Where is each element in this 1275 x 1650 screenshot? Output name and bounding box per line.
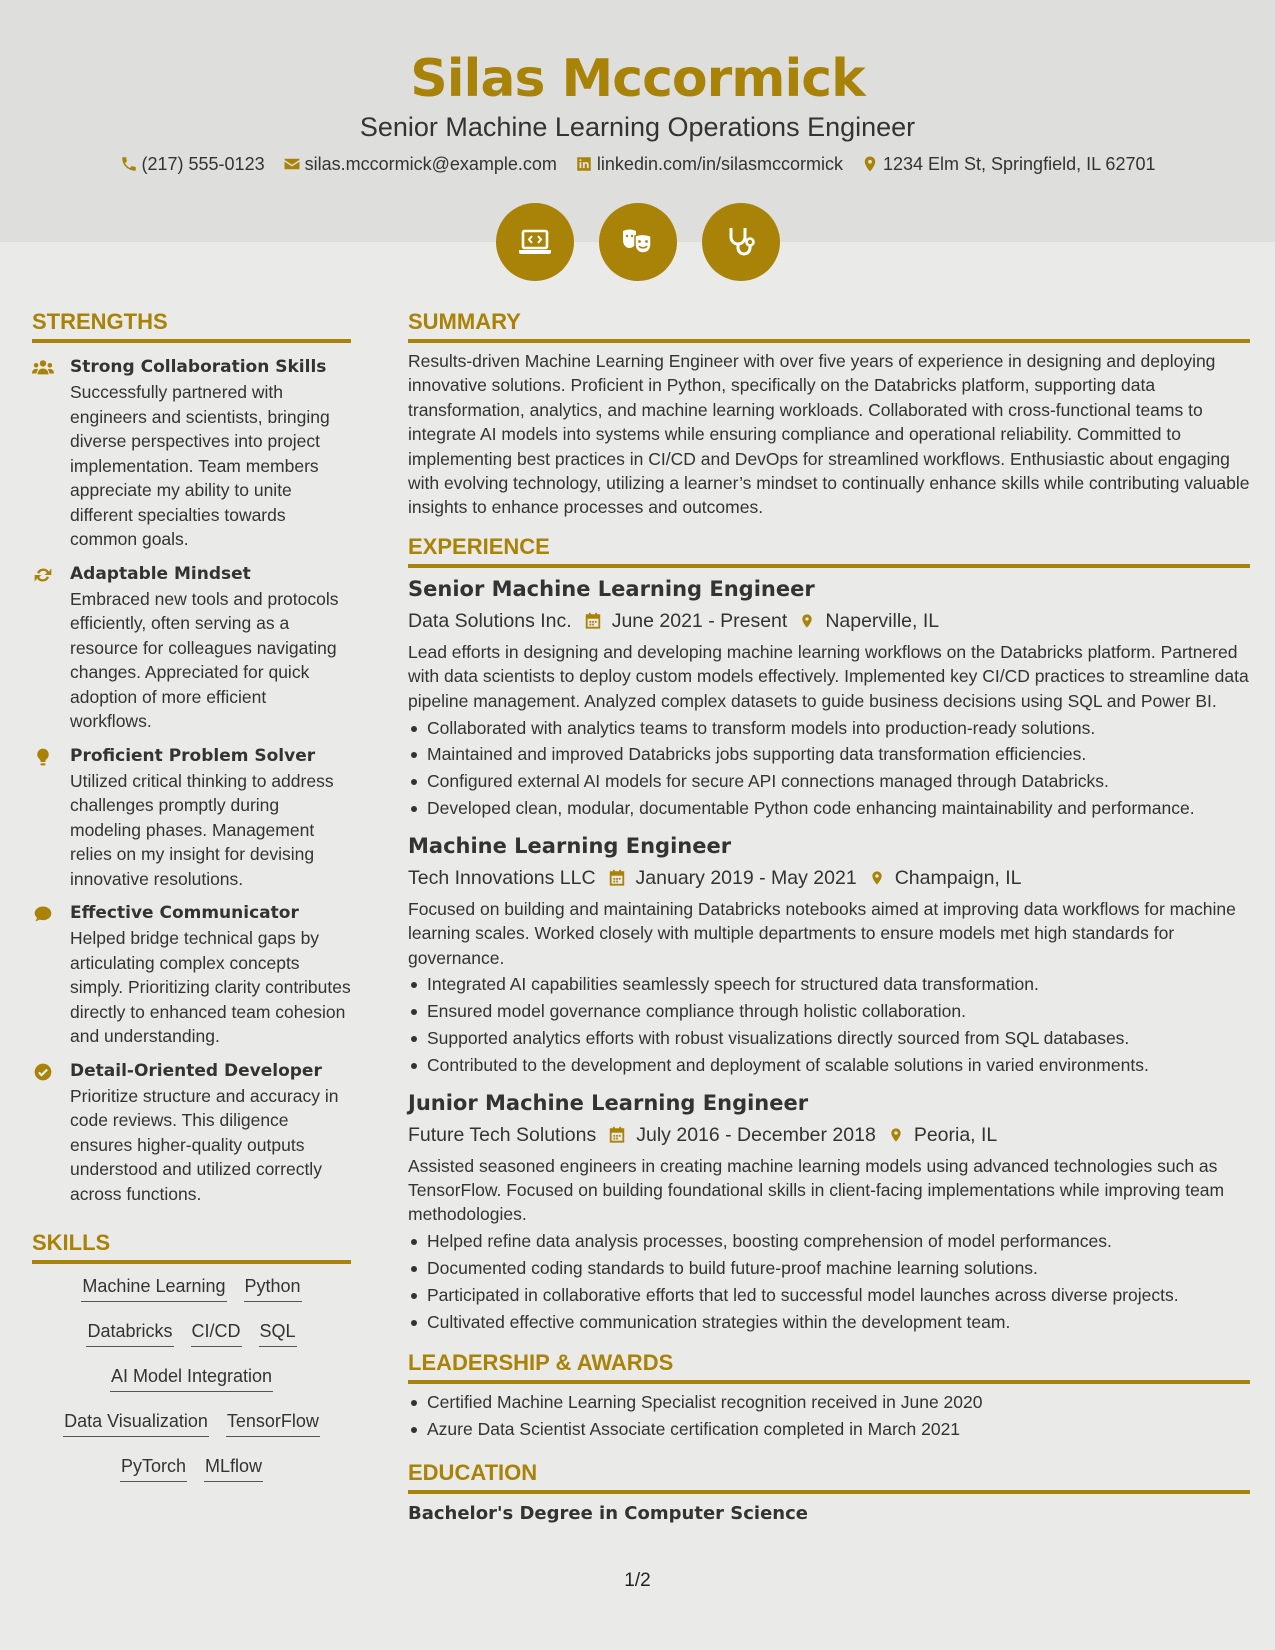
- job-meta: [408, 862, 1250, 894]
- job-bullet: Contributed to the development and deployment of scalable solutions in varied environments.: [408, 1053, 1250, 1077]
- skill-tag: TensorFlow: [226, 1409, 320, 1437]
- skill-tag: PyTorch: [120, 1454, 187, 1482]
- skills-row: [32, 1364, 351, 1409]
- contact-linkedin[interactable]: [575, 150, 843, 178]
- job-bullet: Integrated AI capabilities seamlessly speech for structured data transformation.: [408, 972, 1250, 996]
- skills-heading: SKILLS: [32, 1228, 351, 1264]
- skill-tag: MLflow: [204, 1454, 263, 1482]
- sync-icon: [32, 565, 54, 585]
- check-circle-icon: [32, 1062, 54, 1082]
- job-title: Senior Machine Learning Engineer: [408, 576, 815, 601]
- strength-title: Strong Collaboration Skills: [70, 357, 327, 377]
- skill-tag: AI Model Integration: [110, 1364, 273, 1392]
- summary-text: Results-driven Machine Learning Engineer with over five years of experience in designing and deploying innovative solutions. Proficient in Python, specifically on the Databricks platform, supporting data transformation, analytics, and machine learning workloads. Collaborated with cross-functional teams to integrate AI models into systems while ensuring compliance and operational reliability. Committed to implementing best practices in CI/CD and DevOps for streamlined workflows. Enthusiastic about engaging with evolving technology, utilizing a learner’s mindset to continually enhance skills while contributing valuable insights to enhance processes and outcomes.: [408, 351, 1250, 518]
- left-column: [32, 307, 351, 1499]
- calendar-icon: [608, 868, 626, 887]
- right-column: [408, 307, 1250, 1528]
- strength-item: [32, 562, 351, 734]
- job-bullets: [408, 1229, 1250, 1334]
- lightbulb-icon: [32, 747, 54, 767]
- strength-description: Embraced new tools and protocols efficiently, often serving as a resource for colleagues navigating changes. Appreciated for quick adoption of more efficient workflows.: [70, 588, 339, 731]
- location-icon: [869, 868, 885, 888]
- skills-row: [32, 1409, 351, 1454]
- skill-tag: CI/CD: [191, 1319, 242, 1347]
- job-bullet: Ensured model governance compliance through holistic collaboration.: [408, 999, 1250, 1023]
- job-description: Focused on building and maintaining Databricks notebooks aimed at improving data workflows for machine learning scales. Worked closely with multiple departments to ensure models met high standards for governance.: [408, 898, 1236, 968]
- strength-description: Helped bridge technical gaps by articulating complex concepts simply. Prioritizing clarity contributes directly to enhanced team cohesion and understanding.: [70, 928, 351, 1046]
- job-title: Machine Learning Engineer: [408, 833, 732, 858]
- strength-description: Prioritize structure and accuracy in code reviews. This diligence ensures higher-quality outputs understood and utilized correctly across functions.: [70, 1085, 339, 1204]
- job-company: Future Tech Solutions: [408, 1123, 597, 1146]
- strength-item: [32, 901, 351, 1049]
- job-bullet: Configured external AI models for secure API connections managed through Databricks.: [408, 769, 1250, 793]
- strength-description: Successfully partnered with engineers and scientists, bringing diverse perspectives into project implementation. Team members appreciate my ability to unite different specialties towards common goals.: [70, 382, 330, 549]
- interest-circle: [599, 203, 677, 281]
- strength-title: Effective Communicator: [70, 903, 299, 923]
- calendar-icon: [608, 1125, 626, 1144]
- education-degree: Bachelor's Degree in Computer Science: [408, 1502, 808, 1524]
- award-item: Certified Machine Learning Specialist recognition received in June 2020: [408, 1390, 1250, 1414]
- skill-tag: Data Visualization: [63, 1409, 209, 1437]
- contact-address-text: 1234 Elm St, Springfield, IL 62701: [882, 154, 1156, 174]
- job-title: Junior Machine Learning Engineer: [408, 1090, 809, 1115]
- theater-masks-icon: [618, 222, 658, 262]
- laptop-code-icon: [515, 222, 555, 262]
- interest-circle: [702, 203, 780, 281]
- strength-item: [32, 1059, 351, 1207]
- job-meta: [408, 605, 1250, 637]
- linkedin-icon: [575, 155, 593, 173]
- job-bullet: Collaborated with analytics teams to transform models into production-ready solutions.: [408, 716, 1250, 740]
- job-location: Champaign, IL: [894, 866, 1022, 889]
- leadership-heading: LEADERSHIP & AWARDS: [408, 1348, 1250, 1384]
- job-company: Data Solutions Inc.: [408, 609, 572, 632]
- leadership-list: [408, 1390, 1250, 1441]
- strength-item: [32, 355, 351, 552]
- phone-icon: [120, 155, 138, 173]
- candidate-name: Silas Mccormick: [410, 49, 865, 109]
- job-company: Tech Innovations LLC: [408, 866, 596, 889]
- skills-list: [32, 1274, 351, 1499]
- location-icon: [861, 155, 879, 173]
- education-heading: EDUCATION: [408, 1458, 1250, 1494]
- strength-item: [32, 744, 351, 892]
- job-bullet: Helped refine data analysis processes, boosting comprehension of model performances.: [408, 1229, 1250, 1253]
- job-dates: January 2019 - May 2021: [635, 866, 857, 889]
- experience-heading: EXPERIENCE: [408, 532, 1250, 568]
- job-bullet: Participated in collaborative efforts that led to successful model launches across diverse projects.: [408, 1283, 1250, 1307]
- job-bullet: Supported analytics efforts with robust visualizations directly sourced from SQL databases.: [408, 1026, 1250, 1050]
- contact-address: [861, 150, 1156, 178]
- job-dates: July 2016 - December 2018: [636, 1123, 876, 1146]
- job-bullets: [408, 716, 1250, 821]
- job-location: Peoria, IL: [913, 1123, 998, 1146]
- strength-title: Proficient Problem Solver: [70, 745, 316, 766]
- job-entry: [408, 831, 1250, 1078]
- comment-icon: [32, 904, 54, 924]
- job-bullet: Maintained and improved Databricks jobs supporting data transformation efficiencies.: [408, 742, 1250, 766]
- skills-row: [32, 1454, 351, 1499]
- interest-icons: [0, 203, 1275, 281]
- stethoscope-icon: [721, 222, 761, 262]
- job-description: Lead efforts in designing and developing machine learning workflows on the Databricks platform. Partnered with data scientists to deploy custom models effectively. Implemented key CI/CD practices to streamline data pipeline management. Analyzed complex datasets to guide business decisions using SQL and Power BI.: [408, 641, 1249, 711]
- job-bullet: Documented coding standards to build future-proof machine learning solutions.: [408, 1256, 1250, 1280]
- candidate-title: Senior Machine Learning Operations Engineer: [359, 112, 916, 142]
- skills-row: [32, 1319, 351, 1364]
- skills-row: [32, 1274, 351, 1319]
- job-location: Naperville, IL: [825, 609, 940, 632]
- job-bullet: Cultivated effective communication strategies within the development team.: [408, 1310, 1250, 1334]
- contact-linkedin-text[interactable]: linkedin.com/in/silasmccormick: [596, 154, 843, 174]
- interest-circle: [496, 203, 574, 281]
- strength-title: Detail-Oriented Developer: [70, 1060, 322, 1081]
- strength-title: Adaptable Mindset: [70, 563, 251, 584]
- skill-tag: Databricks: [86, 1319, 173, 1347]
- job-entry: [408, 1088, 1250, 1335]
- page-number: 1/2: [624, 1570, 651, 1591]
- strength-description: Utilized critical thinking to address challenges promptly during modeling phases. Management relies on my insight for devising innovative resolutions.: [70, 770, 334, 889]
- job-entry: [408, 574, 1250, 821]
- contact-bar: [0, 150, 1275, 178]
- contact-email-text[interactable]: silas.mccormick@example.com: [304, 154, 557, 174]
- strengths-heading: STRENGTHS: [32, 307, 351, 343]
- job-bullet: Developed clean, modular, documentable Python code enhancing maintainability and performance.: [408, 796, 1250, 820]
- summary-heading: SUMMARY: [408, 307, 1250, 343]
- contact-email[interactable]: [283, 150, 557, 178]
- envelope-icon: [283, 155, 301, 173]
- skill-tag: SQL: [259, 1319, 297, 1347]
- users-icon: [32, 358, 54, 378]
- skill-tag: Machine Learning: [81, 1274, 226, 1302]
- award-item: Azure Data Scientist Associate certification completed in March 2021: [408, 1417, 1250, 1441]
- job-description: Assisted seasoned engineers in creating machine learning models using advanced technologies such as TensorFlow. Focused on building foundational skills in client-facing implementations while improving team methodologies.: [408, 1155, 1225, 1225]
- contact-phone-text: (217) 555-0123: [141, 154, 265, 174]
- contact-phone: [120, 150, 265, 178]
- job-bullets: [408, 972, 1250, 1077]
- skill-tag: Python: [244, 1274, 302, 1302]
- job-meta: [408, 1119, 1250, 1151]
- location-icon: [888, 1125, 904, 1145]
- job-dates: June 2021 - Present: [611, 609, 788, 632]
- calendar-icon: [584, 611, 602, 630]
- location-icon: [799, 611, 815, 631]
